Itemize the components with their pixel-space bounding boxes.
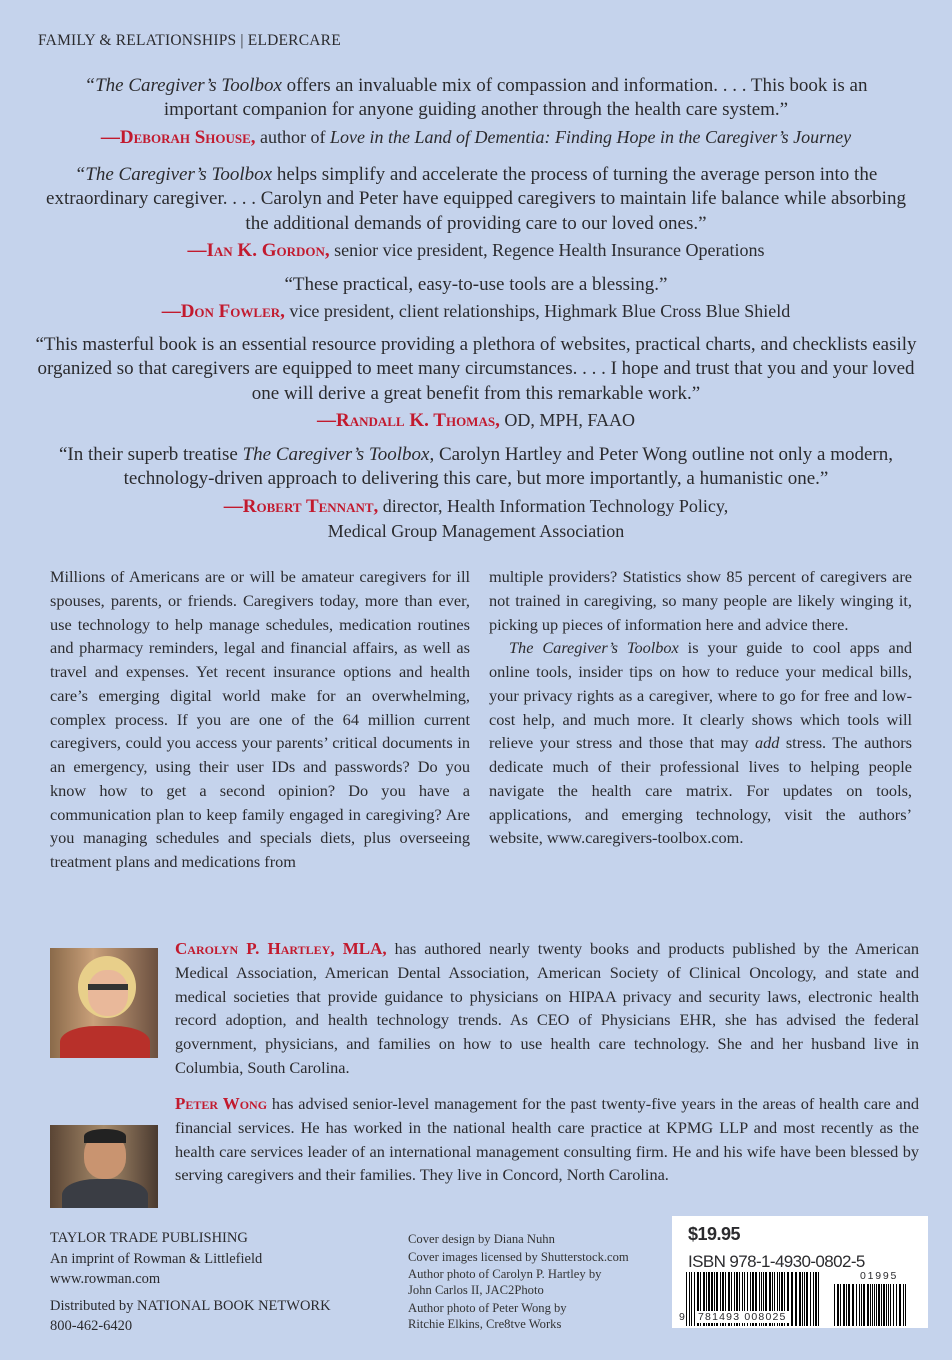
barcode-bar [883, 1284, 885, 1326]
description-paragraph: multiple providers? Statistics show 85 percent of caregivers are not trained in caregiving, so many people are likely winging it, picking up pieces of information here and advice there. [489, 567, 912, 634]
emphasis: add [754, 733, 780, 753]
quote-role: Medical Group Management Association [327, 520, 625, 541]
barcode-digits: 781493 008025 [698, 1311, 787, 1323]
barcode-bar [878, 1284, 880, 1326]
barcode-bar [837, 1284, 839, 1326]
author-name: Peter Wong [175, 1094, 268, 1113]
credit-line: John Carlos II, JAC2Photo [408, 1283, 544, 1298]
description-paragraph [489, 636, 912, 850]
quote-author: —Randall K. Thomas, [316, 409, 500, 431]
price: $19.95 [688, 1224, 741, 1244]
description-right-column [489, 565, 912, 850]
author-bio-text: has advised senior-level management for the past twenty-five years in the areas of health care and financial services. He has worked in the national health care practice at KPMG LLP and most recently as the health care services leader of an international management consulting firm. He and his wife have been blessed by serving caregivers and their families. They live in Concord, North Carolina. [175, 1094, 919, 1185]
quote-role: OD, MPH, FAAO [499, 409, 636, 430]
publisher-phone: 800-462-6420 [50, 1318, 133, 1334]
barcode-bar [848, 1284, 850, 1326]
barcode-bar [876, 1284, 877, 1326]
isbn: ISBN 978-1-4930-0802-5 [688, 1252, 865, 1271]
barcode-box [672, 1216, 928, 1328]
quote-role-book: Love in the Land of Dementia: Finding Hope in the Caregiver’s Journey [330, 126, 852, 147]
author-photo-carolyn [50, 948, 158, 1058]
quote-book-title: “The Caregiver’s Toolbox [84, 75, 282, 96]
quote-4 [35, 333, 917, 433]
barcode-bar [791, 1272, 793, 1326]
quote-text: “In their superb treatise [59, 444, 243, 465]
cover-credits [408, 1232, 629, 1332]
barcode-bar [905, 1284, 906, 1326]
barcode-bar [840, 1284, 841, 1326]
publisher-info [50, 1228, 331, 1337]
barcode-bar [899, 1284, 901, 1326]
barcode-bar [881, 1284, 882, 1326]
publisher-name: TAYLOR TRADE PUBLISHING [50, 1230, 248, 1246]
description-left-column: Millions of Americans are or will be amateur caregivers for ill spouses, parents, or friends. Caregivers today, more than ever, use technology to help manage schedules, medication routines and pharmacy reminders, legal and financial affairs, as well as travel and expenses. Yet recent insurance options and health care’s emerging digital world make for an overwhelming, complex process. If you are one of the 64 million current caregivers, could you access your parents’ critical documents in an emergency, using their user IDs and passwords? Do you know how to get a second opinion? Do you have a communication plan to keep family engaged in caregiving? Are you managing schedules and specials diets, plus overseeing treatment plans and medications from [50, 567, 470, 871]
barcode-bar [903, 1284, 904, 1326]
barcode-bar [846, 1284, 847, 1326]
author-bio-carolyn [175, 937, 919, 1080]
publisher-url: www.rowman.com [50, 1271, 161, 1287]
quote-text: offers an invaluable mix of compassion and information. . . . This book is an important companion for anyone guiding another through the health care system.” [163, 75, 868, 121]
barcode-bar [686, 1272, 687, 1326]
barcode-bar [813, 1272, 814, 1326]
credit-line: Cover design by Diana Nuhn [408, 1232, 555, 1246]
barcode-bar [795, 1272, 797, 1326]
barcode-bar [802, 1272, 803, 1326]
author-photo-peter [50, 1125, 158, 1208]
barcode-bar [806, 1272, 808, 1326]
barcode-bar [861, 1284, 862, 1326]
quote-text: , Carolyn Hartley and Peter Wong outline not only a modern, technology-driven approach to delivering this care, but more importantly, a humanistic one.” [123, 444, 893, 490]
barcode-bar [888, 1284, 889, 1326]
text: is your guide to cool apps and online tools, insider tips on how to reduce your medical bills, your privacy rights as a caregiver, where to go for free and low-cost help, and much more. It clearly shows which tools will relieve your stress and those that may [489, 638, 913, 753]
author-name: Carolyn P. Hartley, MLA, [175, 939, 387, 958]
quote-role: vice president, client relationships, Highmark Blue Cross Blue Shield [284, 301, 791, 322]
author-bio-text: has authored nearly twenty books and products published by the American Medical Association, American Dental Association, American Society of Clinical Oncology, and state and medical societies that provide guidance to physicians on HIPAA privacy and security laws, electronic health record adoption, and health technology trends. As CEO of Physicians EHR, she has advised the federal government, physicians, and families on how to use health care technology. She and her husband live in Columbia, South Carolina. [175, 939, 919, 1077]
barcode-digit: 9 [679, 1311, 685, 1323]
quote-book-title: The Caregiver’s Toolbox [242, 444, 430, 465]
credit-line: Author photo of Carolyn P. Hartley by [408, 1267, 602, 1282]
quote-role: senior vice president, Regence Health Insurance Operations [329, 239, 765, 260]
publisher-imprint: An imprint of Rowman & Littlefield [50, 1250, 263, 1267]
quote-3 [30, 273, 922, 325]
barcode-bar [886, 1284, 887, 1326]
barcode-bar [893, 1284, 894, 1326]
category-label: FAMILY & RELATIONSHIPS | ELDERCARE [38, 32, 341, 49]
barcode-bar [872, 1284, 873, 1326]
quote-text: helps simplify and accelerate the process of turning the average person into the extraordinary caregiver. . . . Carolyn and Peter have equipped caregivers to maintain life balance while absorbing the additional demands of providing care to our loved ones.” [46, 164, 906, 234]
quote-book-title: “The Caregiver’s Toolbox [74, 164, 273, 185]
barcode-bar [689, 1272, 690, 1326]
barcode-bar [896, 1284, 897, 1326]
credit-line: Author photo of Peter Wong by [408, 1300, 567, 1315]
barcode-bar [856, 1284, 857, 1326]
quote-5 [31, 443, 921, 543]
quote-author: —Don Fowler, [161, 301, 285, 323]
barcode-bar [874, 1284, 875, 1326]
quote-role: author of [255, 126, 331, 147]
barcode-bar [863, 1284, 865, 1326]
barcode-bar [843, 1284, 845, 1326]
book-title: The Caregiver’s Toolbox [509, 638, 679, 658]
barcode-bar [799, 1272, 801, 1326]
quote-2 [36, 163, 916, 263]
quote-text: “These practical, easy-to-use tools are a blessing.” [284, 274, 668, 295]
barcode-bar [867, 1284, 869, 1326]
barcode-bar [810, 1272, 811, 1326]
barcode-bar [859, 1284, 860, 1326]
quote-role: director, Health Information Technology Policy, [378, 495, 729, 516]
quote-text: “This masterful book is an essential resource providing a plethora of websites, practical charts, and checklists easily organized so that caregivers are equipped to meet many circumstances. . . . I hope and trust that you and your loved one will derive a great benefit from this remarkable work.” [35, 334, 917, 404]
barcode-bar [834, 1284, 835, 1326]
author-bio-peter [175, 1092, 919, 1187]
quote-author: —Robert Tennant, [223, 495, 379, 517]
quote-author: —Deborah Shouse, [100, 126, 256, 148]
barcode-bar [804, 1272, 805, 1326]
barcode-bar [890, 1284, 891, 1326]
text: stress. The authors dedicate much of their professional lives to helping people navigate the health care matrix. For updates on tools, applications, and emerging technology, visit the authors’ website, www.caregivers-toolbox.com. [489, 733, 912, 848]
barcode-bar [691, 1272, 692, 1326]
barcode-bar [852, 1284, 854, 1326]
credit-line: Cover images licensed by Shutterstock.com [408, 1249, 629, 1264]
credit-line: Ritchie Elkins, Cre8tve Works [408, 1316, 562, 1331]
barcode-bar [694, 1272, 695, 1326]
quote-1 [50, 74, 902, 150]
barcode-bar [815, 1272, 817, 1326]
barcode-bar [870, 1284, 871, 1326]
distributor: Distributed by NATIONAL BOOK NETWORK [50, 1297, 331, 1314]
quote-author: —Ian K. Gordon, [187, 239, 330, 261]
barcode-bar [818, 1272, 819, 1326]
barcode-addon: 01995 [860, 1270, 899, 1282]
